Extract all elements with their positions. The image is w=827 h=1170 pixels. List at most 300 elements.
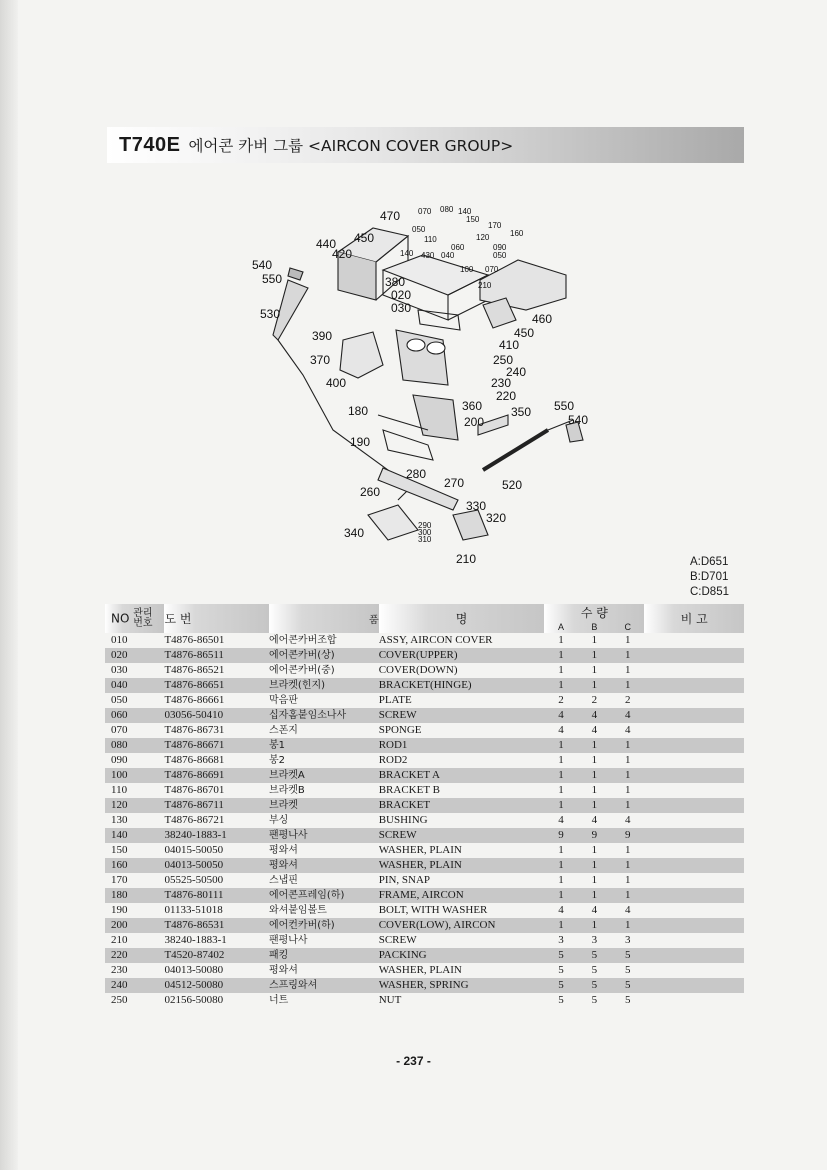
part-label: 090 xyxy=(493,243,507,252)
cell-qty-b: 1 xyxy=(591,844,598,856)
table-row xyxy=(105,693,744,708)
cell-remarks xyxy=(644,723,744,738)
part-label: 520 xyxy=(502,478,523,492)
header-quantity-label: 수 량 xyxy=(580,606,608,620)
part-label: 080 xyxy=(440,205,454,214)
cell-no: 070 xyxy=(111,724,128,736)
cell-qty-c: 5 xyxy=(624,994,631,1006)
cell-qty-c: 4 xyxy=(624,904,631,916)
cell-remarks xyxy=(644,768,744,783)
cell-qty-c: 1 xyxy=(611,768,644,783)
part-label: 110 xyxy=(424,235,437,244)
part-label: 310 xyxy=(418,535,432,544)
part-label: 170 xyxy=(488,221,502,230)
table-row xyxy=(105,903,744,918)
header-quantity xyxy=(544,604,644,633)
cell-no: 150 xyxy=(111,844,128,856)
part-label: 160 xyxy=(510,229,524,238)
cell-name-korean: 너트 xyxy=(268,995,289,1006)
cell-qty-a: 5 xyxy=(558,994,564,1006)
cell-qty-a: 5 xyxy=(544,978,577,993)
cell-remarks xyxy=(644,963,744,978)
part-label: 060 xyxy=(451,243,465,252)
cell-no: 170 xyxy=(111,874,128,886)
header-name-a: 품 xyxy=(269,604,379,633)
part-label: 420 xyxy=(332,247,353,261)
cell-qty-b: 5 xyxy=(578,948,611,963)
cell-qty-a: 1 xyxy=(544,738,577,753)
cell-qty-c: 2 xyxy=(624,694,631,706)
table-row xyxy=(105,933,744,948)
cell-qty-c: 4 xyxy=(611,708,644,723)
cell-no: 120 xyxy=(105,798,164,813)
table-row xyxy=(105,978,744,993)
part-label: 460 xyxy=(532,312,553,326)
part-label: 210 xyxy=(456,552,477,566)
part-label: 250 xyxy=(493,353,514,367)
cell-remarks xyxy=(644,738,744,753)
cell-name-korean: 브라켓A xyxy=(269,768,379,783)
header-qty-c: C xyxy=(624,622,631,632)
cell-remarks xyxy=(644,903,744,918)
cell-name-english: ROD1 xyxy=(379,738,545,753)
cell-remarks xyxy=(644,693,744,708)
cell-qty-b: 1 xyxy=(578,798,611,813)
table-row xyxy=(105,708,744,723)
cell-qty-b: 1 xyxy=(591,874,598,886)
part-label: 070 xyxy=(418,207,432,216)
cell-name-english: SCREW xyxy=(379,708,545,723)
table-row xyxy=(105,798,744,813)
cell-part-number: 04512-50080 xyxy=(164,978,269,993)
part-label: 340 xyxy=(344,526,365,540)
cell-qty-b: 4 xyxy=(591,814,598,826)
cell-qty-b: 1 xyxy=(578,648,611,663)
part-label: 410 xyxy=(499,338,520,352)
part-label: 430 xyxy=(421,251,435,260)
part-label: 330 xyxy=(466,499,487,513)
cell-qty-a: 1 xyxy=(558,784,564,796)
table-row xyxy=(105,918,744,933)
cell-qty-c: 1 xyxy=(611,858,644,873)
part-label: 120 xyxy=(476,233,490,242)
cell-qty-c: 1 xyxy=(611,648,644,663)
cell-name-english: BRACKET B xyxy=(378,784,440,796)
cell-no: 040 xyxy=(105,678,164,693)
cell-qty-a: 1 xyxy=(558,874,564,886)
part-label: 540 xyxy=(252,258,273,272)
diagram-drawing xyxy=(273,228,583,540)
cell-no: 190 xyxy=(111,904,128,916)
table-row xyxy=(105,843,744,858)
cell-qty-a: 4 xyxy=(558,814,564,826)
header-mgmt-top: 관리 xyxy=(133,607,153,619)
cell-remarks xyxy=(644,753,744,768)
cell-qty-b: 5 xyxy=(591,964,598,976)
cell-qty-b: 4 xyxy=(578,708,611,723)
cell-name-english: COVER(DOWN) xyxy=(378,664,458,676)
cell-qty-a: 1 xyxy=(544,888,577,903)
cell-no: 020 xyxy=(105,648,164,663)
cell-name-english: BUSHING xyxy=(378,814,428,826)
cell-part-number: T4876-86681 xyxy=(164,754,225,766)
cell-part-number: 04013-50050 xyxy=(164,858,269,873)
cell-part-number: T4876-86651 xyxy=(164,678,269,693)
cell-qty-b: 2 xyxy=(591,694,598,706)
cell-name-english: PACKING xyxy=(379,948,545,963)
cell-remarks xyxy=(644,828,744,843)
cell-part-number: T4876-86511 xyxy=(164,648,269,663)
cell-remarks xyxy=(644,798,744,813)
part-label: 450 xyxy=(514,326,535,340)
cell-qty-b: 1 xyxy=(578,738,611,753)
part-label: 140 xyxy=(400,249,414,258)
cell-qty-b: 3 xyxy=(591,934,598,946)
cell-name-english: COVER(LOW), AIRCON xyxy=(379,918,545,933)
part-label: 280 xyxy=(406,467,427,481)
header-qty-b: B xyxy=(591,622,598,632)
cell-qty-c: 1 xyxy=(611,738,644,753)
cell-qty-b: 1 xyxy=(578,678,611,693)
cell-qty-a: 1 xyxy=(544,678,577,693)
cell-no: 200 xyxy=(105,918,164,933)
header-qty-a: A xyxy=(558,622,565,632)
page-edge-shadow xyxy=(0,0,18,1170)
cell-remarks xyxy=(644,813,744,828)
table-header-row xyxy=(105,604,744,633)
cell-name-korean: 브라켓(힌지) xyxy=(269,678,379,693)
cell-remarks xyxy=(644,783,744,798)
table-row xyxy=(105,963,744,978)
cell-qty-c: 4 xyxy=(624,724,631,736)
cell-part-number: T4876-86701 xyxy=(164,784,225,796)
cell-name-english: SPONGE xyxy=(378,724,422,736)
cell-name-english: COVER(UPPER) xyxy=(379,648,545,663)
cell-name-korean: 평와셔 xyxy=(269,858,379,873)
model-legend-item: B:D701 xyxy=(690,571,729,583)
cell-remarks xyxy=(644,708,744,723)
cell-part-number: T4876-86661 xyxy=(164,694,225,706)
cell-name-english: WASHER, SPRING xyxy=(379,978,545,993)
cell-part-number: T4876-86721 xyxy=(164,814,225,826)
table-row xyxy=(105,888,744,903)
cell-name-english: WASHER, PLAIN xyxy=(378,844,462,856)
cell-qty-c: 5 xyxy=(624,964,631,976)
cell-qty-a: 1 xyxy=(558,844,564,856)
cell-qty-b: 1 xyxy=(591,634,598,646)
cell-name-korean: 부싱 xyxy=(268,815,289,826)
part-label: 300 xyxy=(418,528,432,537)
cell-qty-a: 2 xyxy=(558,694,564,706)
cell-qty-b: 5 xyxy=(578,978,611,993)
part-label: 150 xyxy=(466,215,480,224)
cell-name-english: SCREW xyxy=(378,934,417,946)
cell-qty-c: 4 xyxy=(624,814,631,826)
cell-remarks xyxy=(644,993,744,1008)
cell-name-english: BRACKET xyxy=(379,798,545,813)
table-row xyxy=(105,828,744,843)
cell-qty-a: 1 xyxy=(558,634,564,646)
cell-name-korean: 에어콘카버(상) xyxy=(269,648,379,663)
cell-part-number: T4520-87402 xyxy=(164,948,269,963)
cell-part-number: 04013-50080 xyxy=(164,964,224,976)
table-row xyxy=(105,768,744,783)
cell-remarks xyxy=(644,843,744,858)
cell-qty-a: 1 xyxy=(558,664,564,676)
cell-qty-a: 3 xyxy=(558,934,564,946)
cell-name-korean: 봉2 xyxy=(268,755,285,766)
cell-name-english: ROD2 xyxy=(378,754,408,766)
cell-name-english: WASHER, PLAIN xyxy=(378,964,462,976)
cell-no: 110 xyxy=(111,784,128,796)
cell-name-korean: 스폰지 xyxy=(268,725,298,736)
part-label: 230 xyxy=(491,376,512,390)
part-label: 450 xyxy=(354,231,375,245)
part-label: 180 xyxy=(348,404,369,418)
cell-no: 050 xyxy=(111,694,128,706)
part-label: 240 xyxy=(506,365,527,379)
part-label: 350 xyxy=(511,405,532,419)
cell-part-number: T4876-86691 xyxy=(164,768,269,783)
cell-remarks xyxy=(644,978,744,993)
cell-name-korean: 평와셔 xyxy=(268,965,298,976)
model-legend-item: C:D851 xyxy=(690,586,729,598)
cell-qty-b: 1 xyxy=(578,858,611,873)
cell-name-english: BRACKET A xyxy=(379,768,545,783)
cell-part-number: T4876-86501 xyxy=(164,634,225,646)
cell-no: 140 xyxy=(105,828,164,843)
cell-qty-a: 1 xyxy=(544,858,577,873)
cell-name-english: PIN, SNAP xyxy=(378,874,431,886)
cell-qty-c: 1 xyxy=(611,888,644,903)
section-title: 에어콘 카버 그룹 <AIRCON COVER GROUP> xyxy=(188,137,514,155)
cell-remarks xyxy=(644,648,744,663)
cell-qty-a: 5 xyxy=(558,964,564,976)
part-label: 320 xyxy=(486,511,507,525)
cell-name-korean: 에어컨카버(하) xyxy=(269,918,379,933)
table-row xyxy=(105,783,744,798)
cell-name-korean: 패킹 xyxy=(269,948,379,963)
cell-qty-a: 1 xyxy=(544,768,577,783)
header-no xyxy=(105,604,164,633)
cell-no: 080 xyxy=(105,738,164,753)
table-row xyxy=(105,993,744,1008)
cell-remarks xyxy=(644,858,744,873)
part-label: 220 xyxy=(496,389,517,403)
cell-no: 030 xyxy=(111,664,128,676)
cell-no: 100 xyxy=(105,768,164,783)
model-legend-item: A:D651 xyxy=(690,556,729,568)
part-label: 260 xyxy=(360,485,381,499)
cell-qty-c: 1 xyxy=(624,874,631,886)
cell-qty-b: 9 xyxy=(578,828,611,843)
cell-qty-a: 4 xyxy=(544,708,577,723)
cell-name-english: NUT xyxy=(378,994,402,1006)
cell-qty-c: 1 xyxy=(624,784,631,796)
cell-qty-c: 1 xyxy=(611,678,644,693)
header-name-b: 명 xyxy=(379,604,545,633)
header-remarks: 비 고 xyxy=(644,604,744,633)
cell-qty-c: 1 xyxy=(624,844,631,856)
cell-name-english: BOLT, WITH WASHER xyxy=(378,904,488,916)
cell-remarks xyxy=(644,633,744,648)
part-label: 550 xyxy=(554,399,575,413)
table-row xyxy=(105,753,744,768)
table-row xyxy=(105,858,744,873)
part-label: 140 xyxy=(458,207,472,216)
part-label: 030 xyxy=(391,301,412,315)
cell-qty-a: 1 xyxy=(544,648,577,663)
cell-part-number: 05525-50500 xyxy=(164,874,224,886)
cell-name-korean: 에어콘프레임(하) xyxy=(269,888,379,903)
cell-remarks xyxy=(644,918,744,933)
cell-qty-c: 5 xyxy=(611,978,644,993)
exploded-parts-diagram xyxy=(248,200,588,575)
parts-list-table xyxy=(105,604,744,1008)
table-row xyxy=(105,648,744,663)
cell-qty-a: 9 xyxy=(544,828,577,843)
cell-qty-b: 4 xyxy=(591,724,598,736)
part-label: 020 xyxy=(391,288,412,302)
cell-name-korean: 브라켓B xyxy=(268,785,305,796)
cell-qty-b: 4 xyxy=(591,904,598,916)
cell-qty-c: 1 xyxy=(611,918,644,933)
part-label: 050 xyxy=(412,225,426,234)
section-title-bar xyxy=(107,127,744,163)
cell-qty-b: 1 xyxy=(578,918,611,933)
cell-name-korean: 스냅핀 xyxy=(268,875,298,886)
cell-remarks xyxy=(644,873,744,888)
header-part-number: 도 번 xyxy=(164,604,269,633)
header-mgmt-bottom: 번호 xyxy=(133,617,153,629)
table-row xyxy=(105,948,744,963)
part-label: 540 xyxy=(568,413,588,427)
cell-remarks xyxy=(644,948,744,963)
table-row xyxy=(105,723,744,738)
cell-part-number: T4876-86671 xyxy=(164,738,269,753)
part-label: 360 xyxy=(462,399,483,413)
table-row xyxy=(105,663,744,678)
cell-name-korean: 에어콘카버조합 xyxy=(268,635,337,646)
cell-qty-c: 1 xyxy=(611,798,644,813)
cell-name-english: WASHER, PLAIN xyxy=(379,858,545,873)
part-label: 530 xyxy=(260,307,281,321)
cell-no: 130 xyxy=(111,814,128,826)
part-label: 380 xyxy=(385,275,406,289)
cell-name-korean: 막음판 xyxy=(268,695,298,706)
cell-qty-c: 5 xyxy=(611,948,644,963)
cell-name-english: ASSY, AIRCON COVER xyxy=(378,634,493,646)
part-label: 370 xyxy=(310,353,331,367)
cell-part-number: T4876-86521 xyxy=(164,664,225,676)
cell-name-english: BRACKET(HINGE) xyxy=(379,678,545,693)
cell-name-korean: 팬평나사 xyxy=(268,935,308,946)
cell-name-korean: 봉1 xyxy=(269,738,379,753)
cell-no: 160 xyxy=(105,858,164,873)
cell-part-number: T4876-86731 xyxy=(164,724,225,736)
table-row xyxy=(105,813,744,828)
cell-name-korean: 평와셔 xyxy=(268,845,298,856)
part-label: 040 xyxy=(441,251,455,260)
cell-qty-a: 4 xyxy=(558,904,564,916)
cell-qty-a: 1 xyxy=(544,918,577,933)
part-label: 050 xyxy=(493,251,507,260)
cell-qty-b: 1 xyxy=(591,784,598,796)
part-label: 200 xyxy=(464,415,485,429)
table-row xyxy=(105,678,744,693)
cell-no: 090 xyxy=(111,754,128,766)
model-legend xyxy=(690,555,729,600)
diagram-svg xyxy=(248,200,588,575)
part-label: 270 xyxy=(444,476,465,490)
cell-qty-b: 5 xyxy=(591,994,598,1006)
cell-qty-c: 1 xyxy=(624,634,631,646)
table-row xyxy=(105,633,744,648)
cell-name-korean: 와셔붙임볼트 xyxy=(268,905,327,916)
cell-no: 220 xyxy=(105,948,164,963)
cell-part-number: T4876-86531 xyxy=(164,918,269,933)
cell-part-number: 38240-1883-1 xyxy=(164,828,269,843)
cell-name-english: PLATE xyxy=(378,694,412,706)
table-row xyxy=(105,873,744,888)
cell-part-number: 38240-1883-1 xyxy=(164,934,227,946)
cell-no: 230 xyxy=(111,964,128,976)
cell-part-number: 03056-50410 xyxy=(164,708,269,723)
cell-name-korean: 스프링와셔 xyxy=(269,978,379,993)
header-no-label: NO xyxy=(111,611,130,625)
part-label: 470 xyxy=(380,209,401,223)
part-label: 100 xyxy=(460,265,474,274)
cell-qty-b: 1 xyxy=(591,664,598,676)
cell-name-korean: 에어콘카버(중) xyxy=(268,665,335,676)
header-quantity-models xyxy=(544,622,644,632)
cell-name-korean: 팬평나사 xyxy=(269,828,379,843)
cell-qty-a: 5 xyxy=(544,948,577,963)
part-label: 070 xyxy=(485,265,499,274)
cell-no: 210 xyxy=(111,934,128,946)
cell-name-korean: 십자홈붙임소나사 xyxy=(269,708,379,723)
cell-remarks xyxy=(644,888,744,903)
cell-part-number: 02156-50080 xyxy=(164,994,224,1006)
parts-table-body xyxy=(105,633,744,1008)
cell-part-number: T4876-86711 xyxy=(164,798,269,813)
cell-qty-a: 1 xyxy=(544,798,577,813)
cell-name-english: SCREW xyxy=(379,828,545,843)
part-label: 440 xyxy=(316,237,337,251)
cell-name-english: FRAME, AIRCON xyxy=(379,888,545,903)
part-label: 290 xyxy=(418,521,432,530)
cell-part-number: T4876-80111 xyxy=(164,888,269,903)
cell-part-number: 01133-51018 xyxy=(164,904,223,916)
part-label: 190 xyxy=(350,435,371,449)
cell-qty-b: 1 xyxy=(591,754,598,766)
cell-name-korean: 브라켓 xyxy=(269,798,379,813)
cell-part-number: 04015-50050 xyxy=(164,844,224,856)
cell-qty-b: 1 xyxy=(578,768,611,783)
cell-qty-c: 1 xyxy=(624,754,631,766)
cell-qty-a: 1 xyxy=(558,754,564,766)
cell-remarks xyxy=(644,678,744,693)
cell-no: 180 xyxy=(105,888,164,903)
cell-no: 010 xyxy=(111,634,128,646)
cell-qty-b: 1 xyxy=(578,888,611,903)
part-label: 390 xyxy=(312,329,333,343)
cell-no: 060 xyxy=(105,708,164,723)
cell-no: 240 xyxy=(105,978,164,993)
cell-qty-c: 9 xyxy=(611,828,644,843)
header-management-no xyxy=(133,609,152,629)
page-number: - 237 - xyxy=(396,1054,431,1068)
